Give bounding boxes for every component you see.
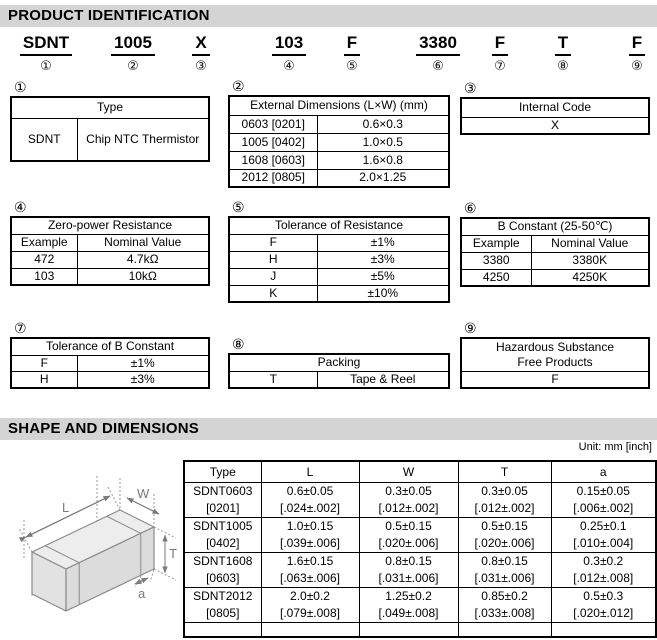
table-row [184, 553, 656, 588]
dimensions-table-wrap [183, 460, 655, 638]
part-code: F [629, 33, 645, 56]
table-row [229, 234, 449, 251]
table-external-dimensions [228, 79, 450, 188]
part-segment-resistance-tolerance [312, 33, 392, 74]
table-packing [228, 337, 450, 389]
column-header: Nominal Value [77, 234, 209, 251]
cell: 0.8±0.15 [.031±.006] [458, 553, 551, 588]
chip-dimension-diagram [4, 462, 179, 634]
cell: 1.0±0.15 [.039±.006] [261, 518, 359, 553]
cell: X [461, 117, 649, 134]
cell: 2012 [0805] [229, 169, 317, 187]
cell: ±10% [317, 285, 449, 302]
label-T: T [169, 546, 177, 561]
table-mark: ② [232, 78, 245, 94]
cell: 472 [11, 251, 77, 268]
table-row [229, 251, 449, 268]
cell: SDNT0603 [0201] [184, 483, 261, 518]
cell [184, 623, 261, 637]
title-line: Free Products [517, 354, 593, 369]
table-row [229, 133, 449, 151]
cell: 0.5±0.3 [.020±.012] [551, 588, 656, 623]
table-title: Tolerance of Resistance [229, 217, 449, 234]
external-dimensions-table [228, 95, 450, 188]
table-tolerance-of-resistance [228, 200, 450, 303]
table-title: Packing [229, 354, 449, 371]
cell: ±5% [317, 268, 449, 285]
cell: 4250 [461, 269, 531, 286]
packing-table [228, 353, 450, 389]
part-code: 3380 [416, 33, 460, 56]
cell: 1608 [0603] [229, 151, 317, 169]
section-title: SHAPE AND DIMENSIONS [8, 420, 199, 437]
part-segment-type [6, 33, 86, 74]
circled-index: ② [127, 58, 139, 73]
column-header: Example [461, 235, 531, 252]
table-type [10, 80, 210, 162]
cell [359, 623, 458, 637]
cell: SDNT2012 [0805] [184, 588, 261, 623]
table-row [11, 371, 209, 388]
cell: 2.0±0.2 [.079±.008] [261, 588, 359, 623]
label-L: L [62, 500, 70, 515]
cell: 0.85±0.2 [.033±.008] [458, 588, 551, 623]
part-code: SDNT [20, 33, 72, 56]
part-code: F [492, 33, 508, 56]
circled-index: ⑦ [494, 58, 506, 73]
zero-power-resistance-table [10, 216, 210, 286]
cell: K [229, 285, 317, 302]
table-row [11, 355, 209, 371]
circled-index: ⑧ [557, 58, 569, 73]
cell: 1005 [0402] [229, 133, 317, 151]
part-segment-internal-code [161, 33, 241, 74]
column-header: L [261, 461, 359, 483]
label-a: a [138, 586, 146, 601]
unit-note: Unit: mm [inch] [578, 441, 652, 453]
part-segment-packing [523, 33, 603, 74]
section-header-shape-and-dimensions [0, 418, 657, 440]
table-title: Tolerance of B Constant [11, 338, 209, 355]
cell: 0.3±0.2 [.012±.008] [551, 553, 656, 588]
cell: 0.15±0.05 [.006±.002] [551, 483, 656, 518]
b-constant-table [460, 217, 650, 287]
table-mark: ③ [464, 80, 477, 96]
cell: F [11, 355, 77, 371]
table-title: Zero-power Resistance [11, 217, 209, 234]
cell: 0.25±0.1 [.010±.004] [551, 518, 656, 553]
table-mark: ⑧ [232, 336, 245, 352]
cell: H [11, 371, 77, 388]
table-zero-power-resistance [10, 200, 210, 286]
section-header-product-identification [0, 5, 657, 27]
table-row [229, 285, 449, 302]
part-code: T [555, 33, 571, 56]
circled-index: ⑨ [631, 58, 643, 73]
dimensions-table [183, 460, 657, 638]
cell: 0.3±0.05 [.012±.002] [458, 483, 551, 518]
cell: 3380 [461, 252, 531, 269]
cell: 0.6×0.3 [317, 115, 449, 133]
cell: Chip NTC Thermistor [77, 118, 209, 161]
circled-index: ③ [195, 58, 207, 73]
cell: 0.5±0.15 [.020±.006] [458, 518, 551, 553]
cell: ±3% [317, 251, 449, 268]
part-code: 103 [272, 33, 306, 56]
part-code: X [192, 33, 209, 56]
cell: 4250K [531, 269, 649, 286]
cell: 3380K [531, 252, 649, 269]
column-header: W [359, 461, 458, 483]
table-row [461, 252, 649, 269]
cell: J [229, 268, 317, 285]
table-mark: ⑦ [14, 320, 27, 336]
table-title: Type [11, 97, 209, 118]
cell: 1.6±0.15 [.063±.006] [261, 553, 359, 588]
table-row [461, 117, 649, 134]
table-row [461, 235, 649, 252]
cell: SDNT1005 [0402] [184, 518, 261, 553]
cell: F [229, 234, 317, 251]
part-code: 1005 [111, 33, 155, 56]
cell: F [461, 371, 649, 388]
column-header: Type [184, 461, 261, 483]
cell: 1.6×0.8 [317, 151, 449, 169]
circled-index: ⑥ [432, 58, 444, 73]
table-row [184, 518, 656, 553]
table-mark: ⑨ [464, 320, 477, 336]
table-internal-code [460, 81, 650, 135]
table-row [229, 169, 449, 187]
cell: ±3% [77, 371, 209, 388]
table-row [229, 151, 449, 169]
cell: 103 [11, 268, 77, 285]
table-mark: ① [14, 79, 27, 95]
table-row [11, 118, 209, 161]
tolerance-of-resistance-table [228, 216, 450, 303]
table-title: Internal Code [461, 98, 649, 117]
tolerance-of-b-constant-table [10, 337, 210, 389]
table-row [229, 371, 449, 388]
cell: ±1% [317, 234, 449, 251]
cell [261, 623, 359, 637]
section-title: PRODUCT IDENTIFICATION [8, 7, 210, 24]
label-W: W [137, 486, 150, 501]
table-row [229, 268, 449, 285]
table-row [461, 269, 649, 286]
table-mark: ⑤ [232, 199, 245, 215]
table-title [461, 338, 649, 371]
table-row [184, 588, 656, 623]
type-table [10, 96, 210, 162]
cell: 1.25±0.2 [.049±.008] [359, 588, 458, 623]
cell: 2.0×1.25 [317, 169, 449, 187]
table-row [229, 115, 449, 133]
cell: 0.3±0.05 [.012±.002] [359, 483, 458, 518]
cell: SDNT [11, 118, 77, 161]
table-hazardous-substance-free [460, 321, 650, 389]
circled-index: ④ [283, 58, 295, 73]
table-b-constant [460, 201, 650, 287]
cell: 4.7kΩ [77, 251, 209, 268]
table-tolerance-of-b-constant [10, 321, 210, 389]
cell: 0603 [0201] [229, 115, 317, 133]
cell [458, 623, 551, 637]
column-header: Nominal Value [531, 235, 649, 252]
table-row [11, 234, 209, 251]
cell: 1.0×0.5 [317, 133, 449, 151]
table-row-cutoff [184, 623, 656, 637]
cell: H [229, 251, 317, 268]
table-mark: ④ [14, 199, 27, 215]
circled-index: ⑤ [346, 58, 358, 73]
table-mark: ⑥ [464, 200, 477, 216]
table-row [184, 483, 656, 518]
part-segment-hazard-free [597, 33, 657, 74]
cell: 0.5±0.15 [.020±.006] [359, 518, 458, 553]
cell: SDNT1608 [0603] [184, 553, 261, 588]
table-title: B Constant (25-50℃) [461, 218, 649, 235]
part-code: F [344, 33, 360, 56]
cell: ±1% [77, 355, 209, 371]
table-row [11, 251, 209, 268]
cell: Tape & Reel [317, 371, 449, 388]
cell: T [229, 371, 317, 388]
header-row [184, 461, 656, 483]
cell [551, 623, 656, 637]
internal-code-table [460, 97, 650, 135]
column-header: T [458, 461, 551, 483]
table-row [461, 371, 649, 388]
column-header: Example [11, 234, 77, 251]
cell: 0.6±0.05 [.024±.002] [261, 483, 359, 518]
cell: 10kΩ [77, 268, 209, 285]
cell: 0.8±0.15 [.031±.006] [359, 553, 458, 588]
column-header: a [551, 461, 656, 483]
table-title: External Dimensions (L×W) (mm) [229, 96, 449, 115]
circled-index: ① [40, 58, 52, 73]
hazardous-substance-free-table [460, 337, 650, 389]
title-line: Hazardous Substance [495, 339, 615, 354]
table-row [11, 268, 209, 285]
